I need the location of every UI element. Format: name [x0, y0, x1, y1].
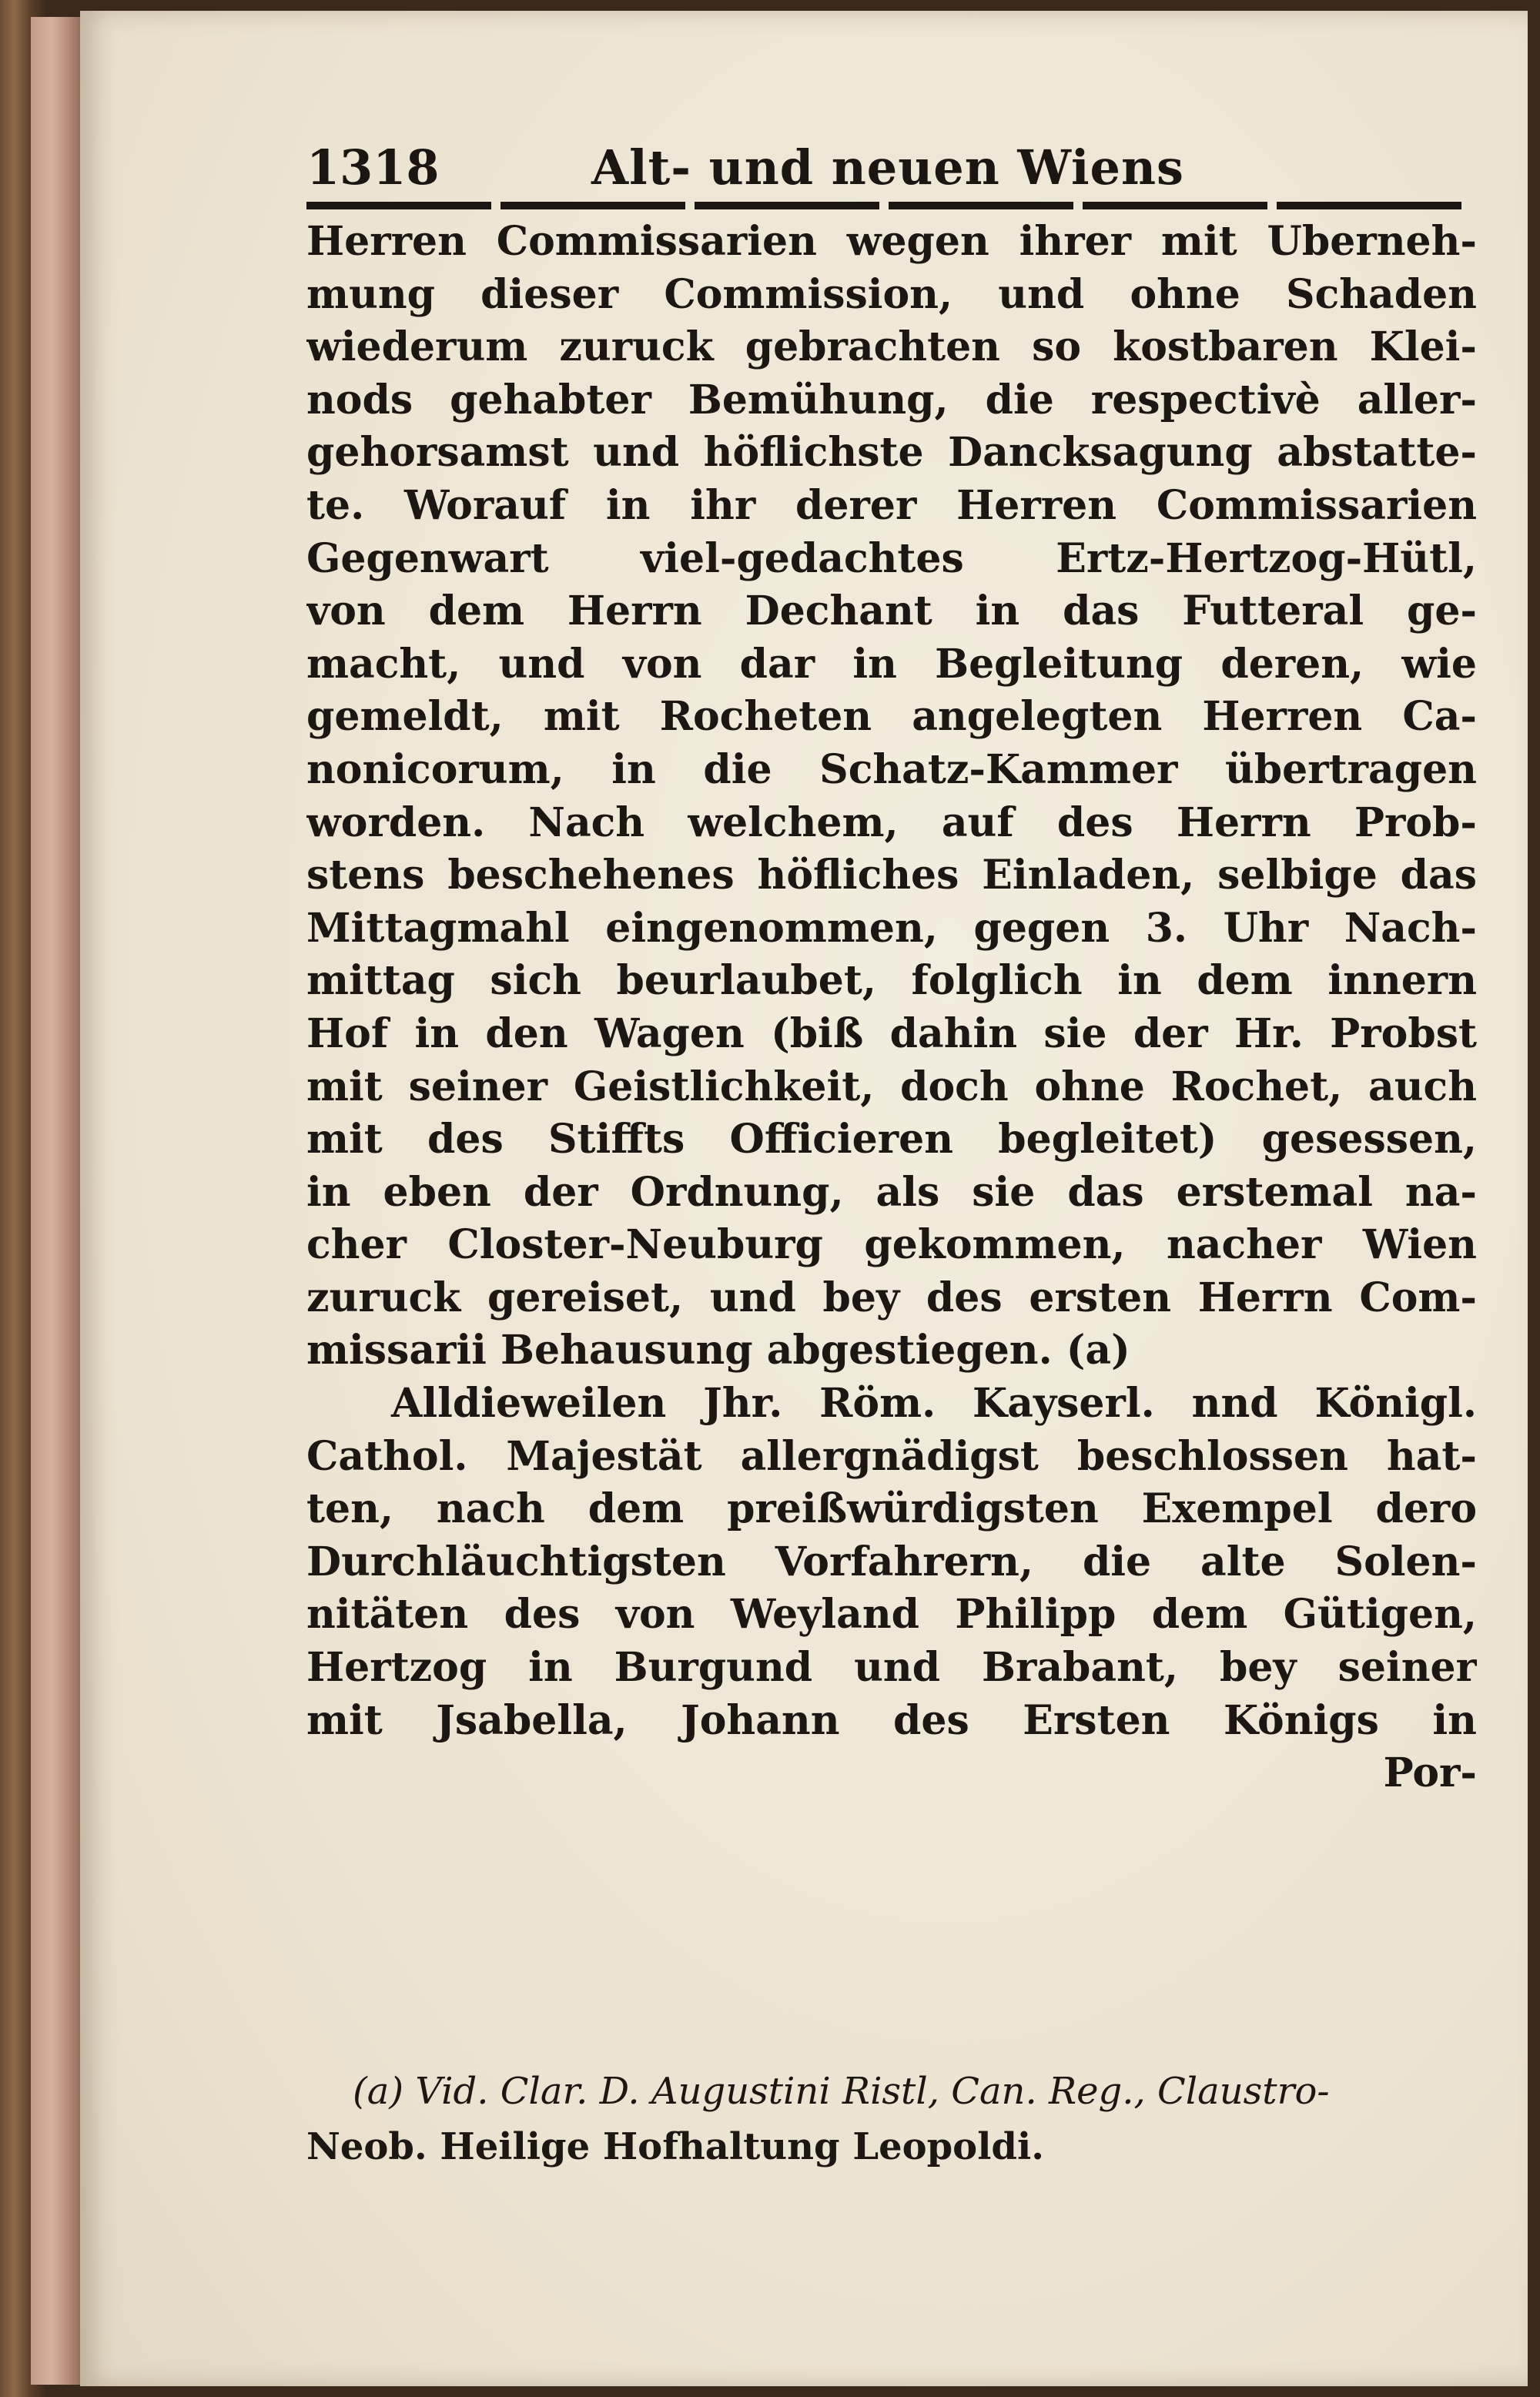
page-header — [306, 129, 1468, 206]
text-line: nonicorum, in die Schatz-Kammer übertragen — [306, 745, 1477, 793]
text-line: gehorsamst und höflichste Dancksagung abstatte- — [306, 429, 1477, 477]
text-line: Mittagmahl eingenommen, gegen 3. Uhr Nach- — [306, 904, 1477, 952]
footnote-line: (a) Vid. Clar. D. Augustini Ristl, Can. Reg., Claustro- — [353, 2070, 1330, 2113]
text-line: mit seiner Geistlichkeit, doch ohne Rochet, auch — [306, 1063, 1477, 1110]
text-line: zuruck gereiset, und bey des ersten Herrn Com- — [306, 1274, 1477, 1321]
text-line: von dem Herrn Dechant in das Futteral ge- — [306, 588, 1477, 635]
text-line: cher Closter-Neuburg gekommen, nacher Wien — [306, 1221, 1477, 1269]
text-line: mit des Stiffts Officieren begleitet) gesessen, — [306, 1116, 1477, 1163]
text-line: stens beschehenes höfliches Einladen, selbige das — [306, 852, 1477, 899]
page-number: 1318 — [306, 139, 440, 196]
text-line: in eben der Ordnung, als sie das erstemal na- — [306, 1168, 1477, 1216]
text-line: mit Jsabella, Johann des Ersten Königs in — [306, 1696, 1477, 1744]
footnote-line: Neob. Heilige Hofhaltung Leopoldi. — [306, 2125, 1044, 2168]
text-line: nitäten des von Weyland Philipp dem Gütigen, — [306, 1591, 1477, 1639]
text-line: mung dieser Commission, und ohne Schaden — [306, 270, 1477, 318]
text-line: gemeldt, mit Rocheten angelegten Herren Ca- — [306, 693, 1477, 741]
text-line: worden. Nach welchem, auf des Herrn Prob- — [306, 798, 1477, 846]
header-rule — [306, 202, 1468, 209]
text-line: Gegenwart viel-gedachtes Ertz-Hertzog-Hütl, — [306, 534, 1477, 582]
text-line: Hof in den Wagen (biß dahin sie der Hr. Probst — [306, 1009, 1477, 1057]
text-line: wiederum zuruck gebrachten so kostbaren Klei- — [306, 323, 1477, 371]
footnote — [306, 2064, 1477, 2174]
text-line: Herren Commissarien wegen ihrer mit Uberneh- — [306, 218, 1477, 265]
text-line: ten, nach dem preißwürdigsten Exempel dero — [306, 1485, 1477, 1533]
text-line: nods gehabter Bemühung, die respectivè aller- — [306, 376, 1477, 423]
catchword: Por- — [1383, 1749, 1477, 1797]
text-line: Hertzog in Burgund und Brabant, bey seiner — [306, 1644, 1477, 1692]
text-line: Durchläuchtigsten Vorfahrern, die alte Solen- — [306, 1538, 1477, 1585]
text-line: te. Worauf in ihr derer Herren Commissarien — [306, 481, 1477, 529]
body-text — [306, 216, 1477, 1800]
page-edge — [31, 17, 83, 2385]
text-line: macht, und von dar in Begleitung deren, wie — [306, 640, 1477, 688]
text-line: Alldieweilen Jhr. Röm. Kayserl. nnd Königl. — [391, 1380, 1477, 1428]
text-line: mittag sich beurlaubet, folglich in dem innern — [306, 957, 1477, 1005]
running-title: Alt- und neuen Wiens — [591, 139, 1184, 196]
text-line: missarii Behausung abgestiegen. (a) — [306, 1327, 1130, 1374]
text-line: Cathol. Majestät allergnädigst beschlossen hat- — [306, 1432, 1477, 1480]
